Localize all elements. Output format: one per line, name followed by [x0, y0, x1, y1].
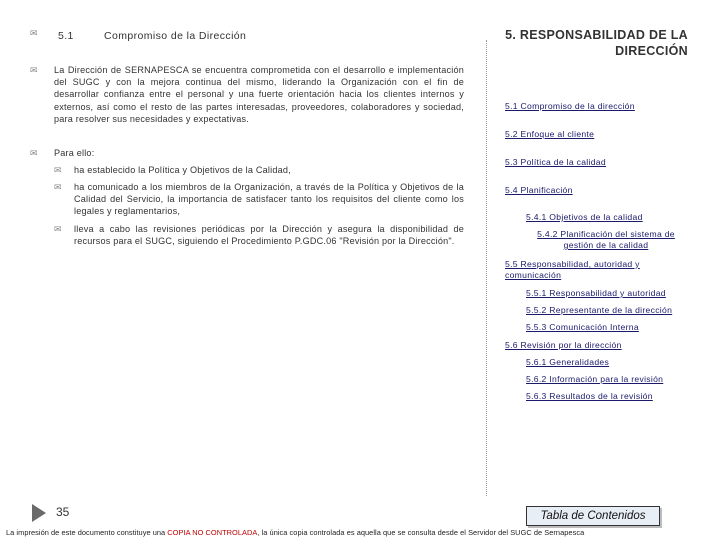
toc-link[interactable]: 5.4 Planificación	[505, 185, 573, 195]
sub-bullet-icon: ✉	[54, 183, 62, 193]
arrow-right-icon	[32, 504, 46, 522]
toc-link[interactable]: 5.6.1 Generalidades	[526, 357, 610, 367]
sub-item: ha establecido la Política y Objetivos de la Calidad,	[74, 165, 291, 175]
toc-link[interactable]: 5.4.1 Objetivos de la calidad	[526, 212, 643, 222]
section-title: Compromiso de la Dirección	[104, 30, 247, 42]
toc-link[interactable]: 5.1 Compromiso de la dirección	[505, 101, 635, 111]
toc-link[interactable]: 5.5.1 Responsabilidad y autoridad	[526, 288, 666, 298]
page-number: 35	[56, 505, 70, 519]
toc-link[interactable]: 5.5.2 Representante de la dirección	[526, 305, 673, 315]
toc-link[interactable]: 5.5.3 Comunicación Interna	[526, 322, 639, 332]
bullet-icon: ✉	[30, 29, 38, 39]
footer-disclaimer	[6, 528, 716, 537]
toc-link[interactable]: 5.6 Revisión por la dirección	[505, 340, 622, 350]
toc-link[interactable]: 5.5 Responsabilidad, autoridad y comunicación	[505, 259, 640, 280]
commitment-paragraph: La Dirección de SERNAPESCA se encuentra comprometida con el desarrollo e implementación del SUGC y con la mejora continua del mismo, liderando la Organización con el fin de desarrollar confianza entre el personal y una fuerte orientación hacia los clientes internos y externos, así como el resto de las partes interesadas, proveedores, colaboradores y sociedad, para resolver sus necesidades y expectativas.	[54, 65, 464, 124]
footer-text: , la única copia controlada es aquella que se consulta desde el Servidor del SUGC de Sernapesca	[257, 528, 585, 537]
bullet-icon: ✉	[30, 66, 38, 76]
toc-link[interactable]: 5.3 Política de la calidad	[505, 157, 606, 167]
sub-item: lleva a cabo las revisiones periódicas por la Dirección y asegura la disponibilidad de recursos para el SUGC, siguiendo el Procedimiento P.GDC.06 "Revisión por la Dirección".	[74, 224, 464, 247]
sub-bullet-icon: ✉	[54, 166, 62, 176]
bullet-icon: ✉	[30, 149, 38, 159]
chapter-title: 5. RESPONSABILIDAD DE LA DIRECCIÓN	[505, 28, 688, 58]
toc-link[interactable]: 5.6.2 Información para la revisión	[526, 374, 664, 384]
sub-item: ha comunicado a los miembros de la Organización, a través de la Política y Objetivos de la Calidad del Servicio, la importancia de satisfacer tanto los requisitos del cliente como los legales y reglamentarios,	[74, 182, 464, 217]
sub-bullet-icon: ✉	[54, 225, 62, 235]
table-of-contents-button[interactable]: Tabla de Contenidos	[526, 506, 660, 526]
toc-link[interactable]: 5.6.3 Resultados de la revisión	[526, 391, 653, 401]
toc-link[interactable]: 5.4.2 Planificación del sistema de gestión de la calidad	[537, 229, 675, 250]
column-divider	[486, 40, 487, 496]
toc-link[interactable]: 5.2 Enfoque al cliente	[505, 129, 595, 139]
intro-paragraph: Para ello:	[54, 148, 95, 158]
section-number: 5.1	[58, 30, 74, 42]
footer-highlight: COPIA NO CONTROLADA	[167, 528, 258, 537]
footer-text: La impresión de este documento constituye una	[6, 528, 168, 537]
